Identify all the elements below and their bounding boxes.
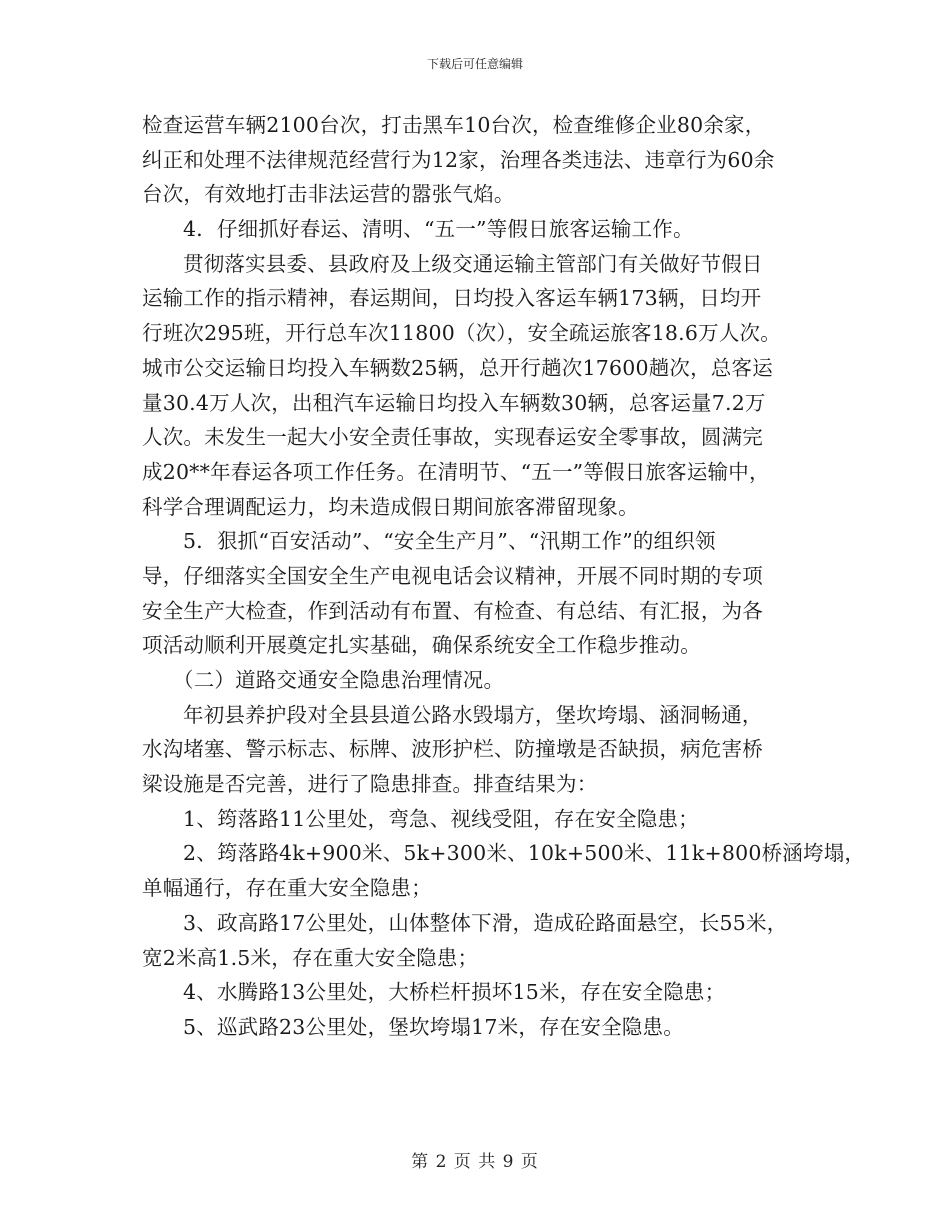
text-line: 行班次295班，开行总车次11800（次），安全疏运旅客18.6万人次。 xyxy=(142,321,781,346)
text-line: 成20**年春运各项工作任务。在清明节、“五一”等假日旅客运输中， xyxy=(142,459,770,484)
text-line: 纠正和处理不法律规范经营行为12家，治理各类违法、违章行为60余 xyxy=(142,147,775,172)
section-heading-5: 5．狠抓“百安活动”、“安全生产月”、“汛期工作”的组织领 xyxy=(183,529,716,554)
page-number-footer: 第 2 页 共 9 页 xyxy=(411,1152,539,1172)
text-line: 安全生产大检查，作到活动有布置、有检查、有总结、有汇报，为各 xyxy=(142,598,763,623)
list-item: 5、巡武路23公里处，堡坎垮塌17米，存在安全隐患。 xyxy=(183,1014,684,1039)
text-line: 城市公交运输日均投入车辆数25辆，总开行趟次17600趟次，总客运 xyxy=(142,355,773,380)
list-item: 2、筠落路4k+900米、5k+300米、10k+500米、11k+800桥涵垮塌， xyxy=(183,841,866,866)
text-line: 项活动顺利开展奠定扎实基础，确保系统安全工作稳步推动。 xyxy=(142,633,701,658)
list-item: 4、水腾路13公里处，大桥栏杆损坏15米，存在安全隐患； xyxy=(183,980,726,1005)
text-line: 导，仔细落实全国安全生产电视电话会议精神，开展不同时期的专项 xyxy=(142,563,763,588)
document-body xyxy=(142,108,866,1045)
list-item: 1、筠落路11公里处，弯急、视线受阻，存在安全隐患； xyxy=(183,806,699,831)
list-item: 3、政高路17公里处，山体整体下滑，造成砼路面悬空，长55米， xyxy=(183,910,788,935)
text-line: 运输工作的指示精神，春运期间，日均投入客运车辆173辆，日均开 xyxy=(142,286,762,311)
section-heading-two: （二）道路交通安全隐患治理情况。 xyxy=(173,668,505,692)
text-line: 检查运营车辆2100台次，打击黑车10台次，检查维修企业80余家， xyxy=(142,113,766,137)
page-header-note: 下载后可任意编辑 xyxy=(426,57,523,71)
text-line: 量30.4万人次，出租汽车运输日均投入车辆数30辆，总客运量7.2万 xyxy=(142,390,766,415)
text-line: 梁设施是否完善，进行了隐患排查。排查结果为： xyxy=(142,772,598,797)
text-line: 单幅通行，存在重大安全隐患； xyxy=(142,876,432,901)
section-heading-4: 4．仔细抓好春运、清明、“五一”等假日旅客运输工作。 xyxy=(183,217,694,242)
text-line: 人次。未发生一起大小安全责任事故，实现春运安全零事故，圆满完 xyxy=(142,425,763,450)
text-line: 年初县养护段对全县县道公路水毁塌方，堡坎垮塌、涵洞畅通， xyxy=(183,702,763,727)
text-line: 科学合理调配运力，均未造成假日期间旅客滞留现象。 xyxy=(142,494,639,519)
text-line: 台次，有效地打击非法运营的嚣张气焰。 xyxy=(142,182,515,207)
text-line: 水沟堵塞、警示标志、标牌、波形护栏、防撞墩是否缺损，病危害桥 xyxy=(142,737,763,762)
text-line: 宽2米高1.5米，存在重大安全隐患； xyxy=(142,945,479,970)
text-line: 贯彻落实县委、县政府及上级交通运输主管部门有关做好节假日 xyxy=(183,251,763,276)
